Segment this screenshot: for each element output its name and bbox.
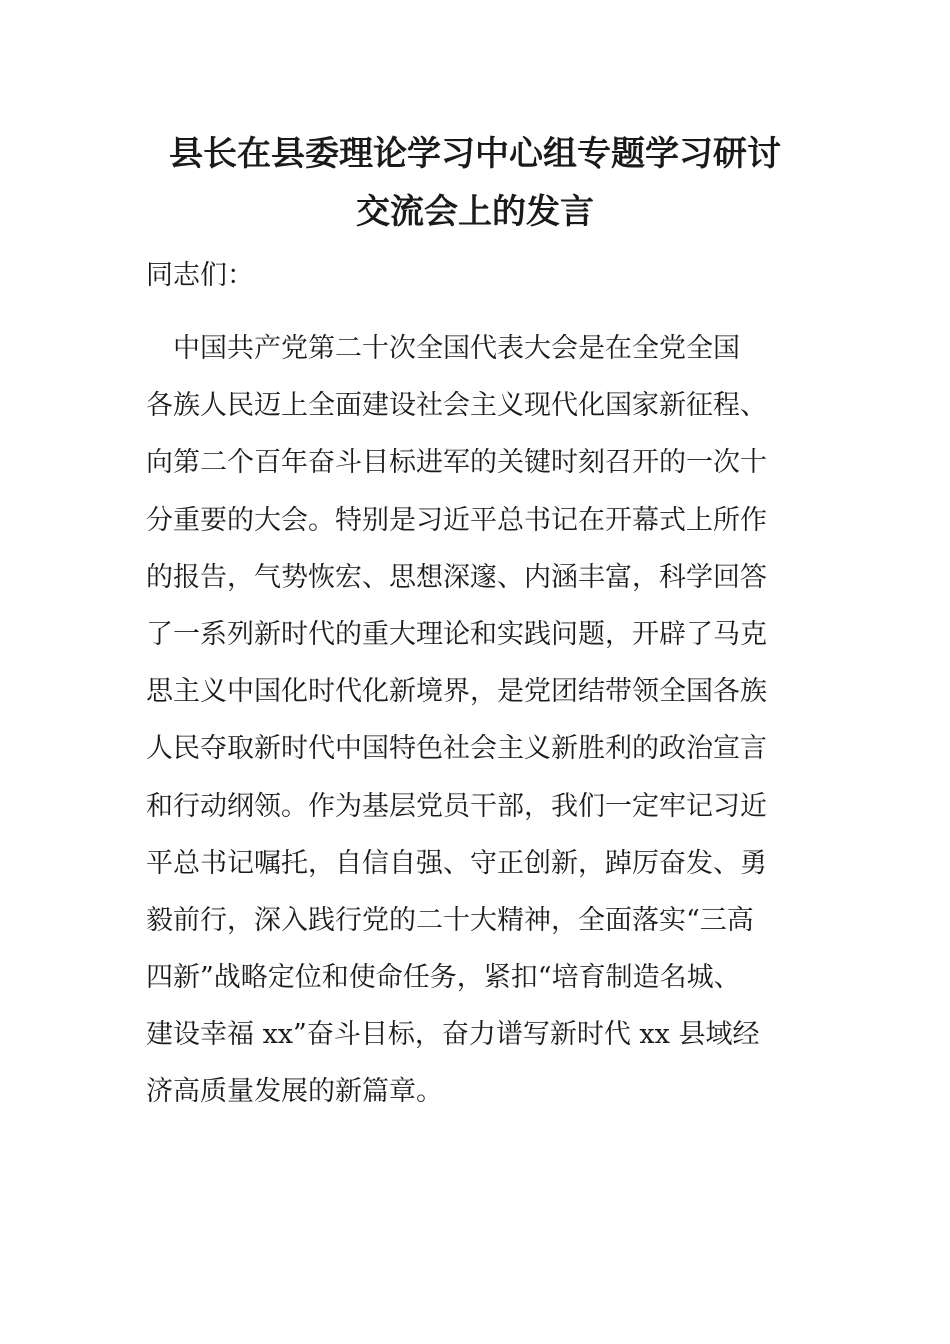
paragraph-line: 各族人民迈上全面建设社会主义现代化国家新征程、 [146,390,767,422]
paragraph-line: 建设幸福 xx”奋斗目标，奋力谱写新时代 xx 县域经 [146,1019,760,1051]
paragraph-line: 和行动纲领。作为基层党员干部，我们一定牢记习近 [146,790,767,822]
paragraph-line: 分重要的大会。特别是习近平总书记在开幕式上所作 [146,504,767,536]
paragraph-line: 平总书记嘱托，自信自强、守正创新，踔厉奋发、勇 [146,847,767,879]
paragraph-line: 中国共产党第二十次全国代表大会是在全党全国 [146,333,740,364]
paragraph-line: 了一系列新时代的重大理论和实践问题，开辟了马克 [146,618,767,650]
salutation: 同志们： [146,260,254,291]
document-title-line-2: 交流会上的发言 [356,192,594,232]
paragraph-line: 思主义中国化时代化新境界，是党团结带领全国各族 [146,676,767,708]
document-title-line-1: 县长在县委理论学习中心组专题学习研讨 [169,134,781,174]
paragraph-line: 向第二个百年奋斗目标进军的关键时刻召开的一次十 [146,447,767,479]
paragraph-line: 的报告，气势恢宏、思想深邃、内涵丰富，科学回答 [146,561,767,593]
body-paragraph [146,320,814,1121]
paragraph-line: 济高质量发展的新篇章。 [146,1076,443,1108]
paragraph-line: 毅前行，深入践行党的二十大精神，全面落实“三高 [146,904,754,936]
paragraph-line: 人民夺取新时代中国特色社会主义新胜利的政治宣言 [146,733,767,765]
paragraph-line: 四新”战略定位和使命任务，紧扣“培育制造名城、 [146,962,741,994]
